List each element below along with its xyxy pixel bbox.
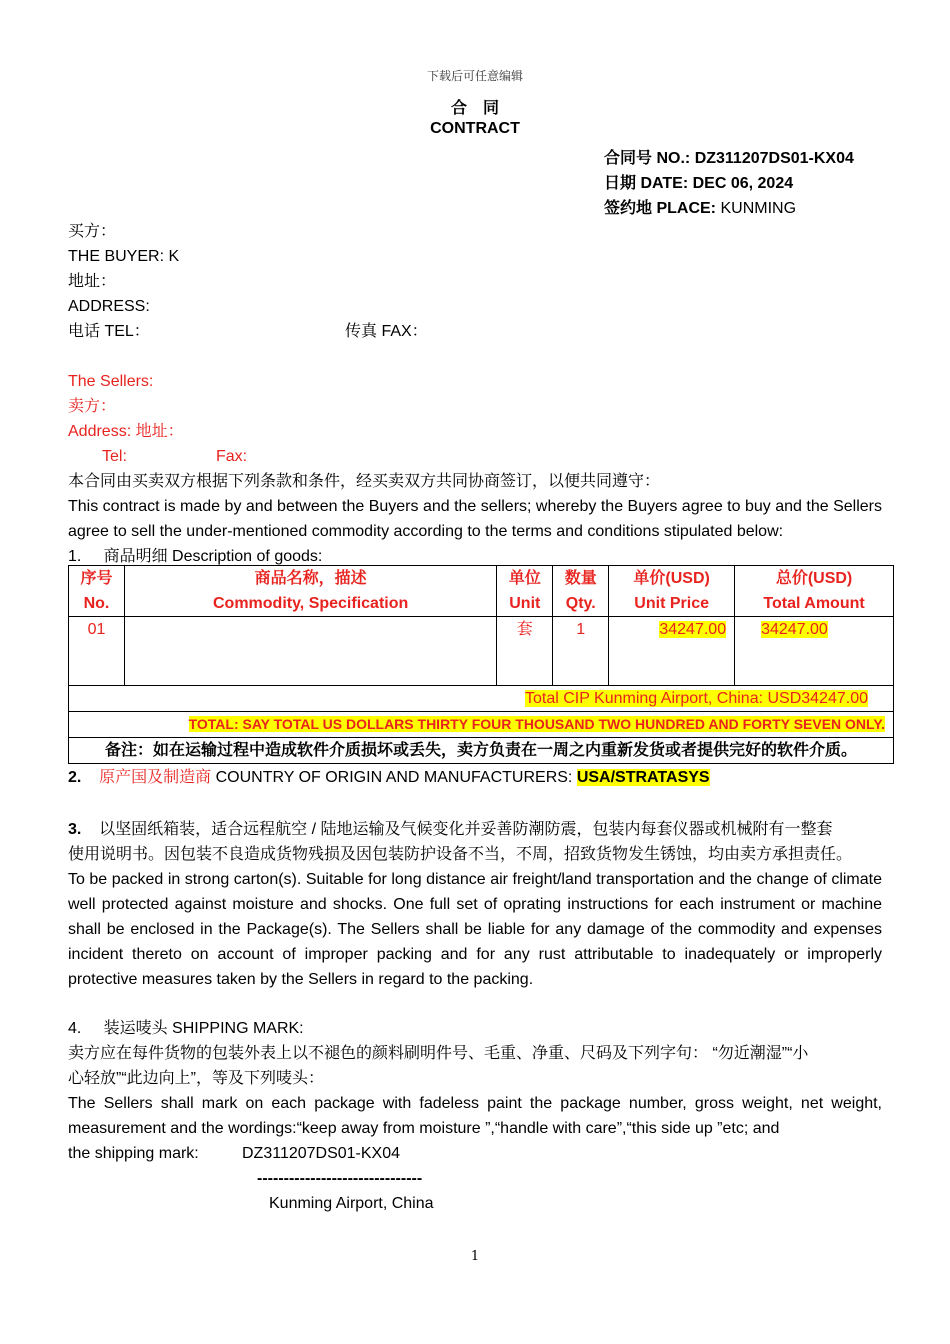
- header-unit-price: 单价(USD) Unit Price: [609, 566, 735, 617]
- intro-cn: 本合同由买卖双方根据下列条款和条件，经买卖双方共同协商签订，以便共同遵守：: [68, 473, 661, 490]
- buyer-address-cn: 地址：: [68, 273, 117, 290]
- total-cip-row: [69, 686, 894, 712]
- section-3-number: 3.: [68, 821, 82, 838]
- section-3-cn-line-1: [68, 817, 882, 842]
- buyer-en-label: THE BUYER: K: [68, 248, 180, 265]
- section-1-number: 1.: [68, 548, 82, 565]
- contract-place: [604, 195, 796, 218]
- header-commodity: 商品名称，描述 Commodity, Specification: [124, 566, 496, 617]
- intro-en: This contract is made by and between the Buyers and the sellers; whereby the Buyers agree to buy and the Sellers agree to sell the under-mentioned commodity according to the terms and conditions stipulated below:: [68, 498, 882, 540]
- seller-tel: Tel:: [102, 448, 127, 465]
- header-qty: 数量 Qty.: [553, 566, 609, 617]
- section-4-cn-line-2: 心轻放”“此边向上”，等及下列唛头：: [68, 1070, 324, 1087]
- cell-no: 01: [69, 617, 125, 686]
- shipping-mark-line: [68, 1141, 882, 1166]
- total-cip-cell: [69, 686, 894, 712]
- section-2-number: 2.: [68, 769, 82, 786]
- section-4-en: The Sellers shall mark on each package with fadeless paint the package number, gross weight, net weight, measurement and the wordings:“keep away from moisture ”,“handle with care”,“this side up ”etc; and: [68, 1095, 882, 1137]
- shipping-mark-dashes: -------------------------------: [257, 1170, 423, 1187]
- section-3-cn-line-2: 使用说明书。因包装不良造成货物残损及因包装防护设备不当，不周，招致货物发生锈蚀，均由卖方承担责任。: [68, 846, 853, 863]
- contract-place-value: KUNMING: [720, 200, 797, 217]
- section-3-en: To be packed in strong carton(s). Suitable for long distance air freight/land transportation and the change of climate well protected against moisture and shocks. One full set of oprating instructions for each instrument or machine shall be enclosed in the Package(s). The Sellers shall be liable for any damage of the commodity and expenses incident thereto on account of improper packing and for any rust attributable to inadequately or improperly protective measures taken by the Sellers in regard to the packing.: [68, 871, 882, 988]
- buyer-tel: 电话 TEL：: [68, 323, 150, 340]
- total-cip-text: Total CIP Kunming Airport, China: USD34247.00: [524, 690, 868, 707]
- section-3-cn-text-1: 以坚固纸箱装，适合远程航空 / 陆地运输及气候变化并妥善防潮防震，包装内每套仪器或机械附有一整套: [99, 821, 833, 838]
- section-2-title-cn: 原产国及制造商: [99, 769, 212, 786]
- cell-unit: 套: [497, 617, 553, 686]
- header-total-amount: 总价(USD) Total Amount: [735, 566, 894, 617]
- contract-number: [604, 145, 854, 168]
- cell-total: [735, 617, 894, 686]
- total-words-text: TOTAL: SAY TOTAL US DOLLARS THIRTY FOUR THOUSAND TWO HUNDRED AND FORTY SEVEN ONLY.: [188, 716, 885, 732]
- header-unit: 单位 Unit: [497, 566, 553, 617]
- cell-unit-price: [609, 617, 735, 686]
- section-2-title-en: COUNTRY OF ORIGIN AND MANUFACTURERS:: [215, 769, 573, 786]
- header-no: 序号 No.: [69, 566, 125, 617]
- contract-date-value: DEC 06, 2024: [692, 175, 794, 192]
- table-row: [69, 617, 894, 686]
- section-1-title-en: Description of goods:: [172, 548, 323, 565]
- remark-row: [69, 738, 894, 764]
- seller-fax: Fax:: [216, 448, 248, 465]
- contract-number-value: DZ311207DS01-KX04: [694, 150, 854, 167]
- shipping-mark-label: the shipping mark:: [68, 1145, 199, 1162]
- title-en: CONTRACT: [430, 120, 520, 137]
- section-4-title-en: SHIPPING MARK:: [172, 1020, 304, 1037]
- title-cn: 合 同: [450, 100, 499, 117]
- goods-table: [68, 565, 894, 764]
- contract-date-label: 日期 DATE:: [604, 175, 689, 192]
- cell-commodity: [124, 617, 496, 686]
- section-1-title-cn: 商品明细: [103, 548, 168, 565]
- section-2: [68, 765, 882, 790]
- section-4-title-cn: 装运唛头: [103, 1020, 168, 1037]
- shipping-mark-value: DZ311207DS01-KX04: [242, 1145, 401, 1162]
- seller-address: Address: 地址：: [68, 423, 184, 440]
- section-4-cn-line-1: 卖方应在每件货物的包装外表上以不褪色的颜料刷明件号、毛重、净重、尺码及下列字句： “勿近潮湿”“小: [68, 1045, 809, 1062]
- header-note: 下载后可任意编辑: [426, 69, 523, 83]
- contract-date: [604, 170, 793, 193]
- contract-number-label: 合同号 NO.:: [604, 150, 691, 167]
- origin-manufacturer-value: USA/STRATASYS: [576, 769, 710, 786]
- buyer-address-en: ADDRESS:: [68, 298, 150, 315]
- total-words-row: [69, 712, 894, 738]
- unit-price-value: 34247.00: [659, 621, 727, 638]
- cell-qty: 1: [553, 617, 609, 686]
- contract-place-label: 签约地 PLACE:: [604, 200, 717, 217]
- shipping-mark-destination: Kunming Airport, China: [269, 1195, 434, 1212]
- seller-en-label: The Sellers:: [68, 373, 154, 390]
- section-4-number: 4.: [68, 1020, 82, 1037]
- section-4-heading: [68, 1016, 882, 1041]
- buyer-fax: 传真 FAX：: [345, 323, 428, 340]
- buyer-cn-label: 买方：: [68, 223, 117, 240]
- remark-cell: 备注：如在运输过程中造成软件介质损坏或丢失，卖方负责在一周之内重新发货或者提供完好的软件介质。: [69, 738, 894, 764]
- page-number: 1: [470, 1249, 480, 1264]
- table-header-row: [69, 566, 894, 617]
- total-words-cell: [69, 712, 894, 738]
- seller-cn-label: 卖方：: [68, 398, 117, 415]
- total-value: 34247.00: [761, 621, 828, 638]
